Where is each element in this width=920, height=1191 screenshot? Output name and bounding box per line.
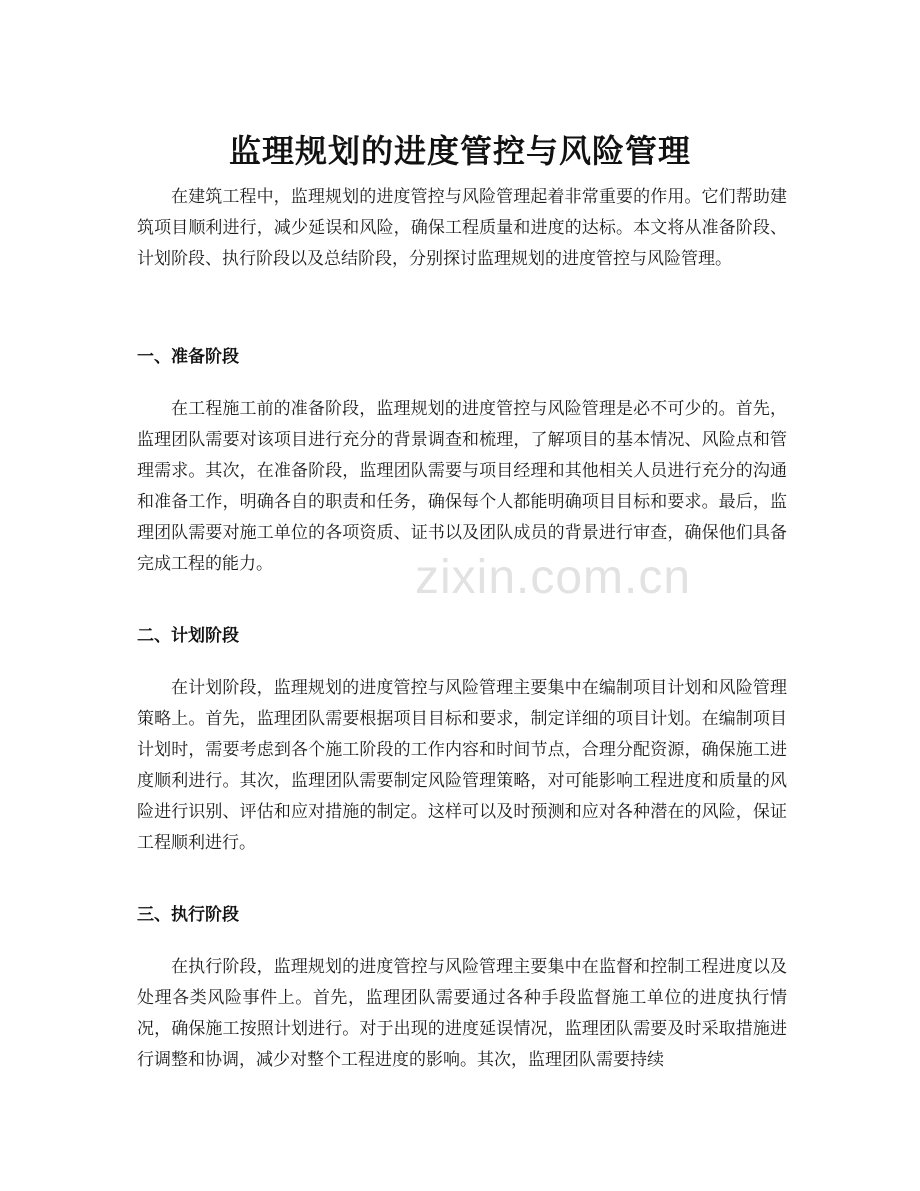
section-body-prep: 在工程施工前的准备阶段，监理规划的进度管控与风险管理是必不可少的。首先，监理团队需要对该项目进行充分的背景调查和梳理，了解项目的基本情况、风险点和管理需求。其次，在准备阶段，监理团队需要与项目经理和其他相关人员进行充分的沟通和准备工作，明确各自的职责和任务，确保每个人都能明确项目目标和要求。最后，监理团队需要对施工单位的各项资质、证书以及团队成员的背景进行审查，确保他们具备完成工程的能力。 bbox=[137, 399, 787, 574]
document-title: 监理规划的进度管控与风险管理 bbox=[228, 132, 691, 171]
section-body-exec: 在执行阶段，监理规划的进度管控与风险管理主要集中在监督和控制工程进度以及处理各类风险事件上。首先，监理团队需要通过各种手段监督施工单位的进度执行情况，确保施工按照计划进行。对于出现的进度延误情况，监理团队需要及时采取措施进行调整和协调，减少对整个工程进度的影响。其次，监理团队需要持续 bbox=[137, 957, 787, 1070]
section-heading-prep: 一、准备阶段 bbox=[137, 347, 239, 367]
section-body-plan: 在计划阶段，监理规划的进度管控与风险管理主要集中在编制项目计划和风险管理策略上。首先，监理团队需要根据项目目标和要求，制定详细的项目计划。在编制项目计划时，需要考虑到各个施工阶段的工作内容和时间节点，合理分配资源，确保施工进度顺利进行。其次，监理团队需要制定风险管理策略，对可能影响工程进度和质量的风险进行识别、评估和应对措施的制定。这样可以及时预测和应对各种潜在的风险，保证工程顺利进行。 bbox=[137, 678, 787, 853]
watermark: zixin.com.cn bbox=[415, 551, 692, 604]
intro-paragraph: 在建筑工程中，监理规划的进度管控与风险管理起着非常重要的作用。它们帮助建筑项目顺利进行，减少延误和风险，确保工程质量和进度的达标。本文将从准备阶段、计划阶段、执行阶段以及总结阶段，分别探讨监理规划的进度管控与风险管理。 bbox=[137, 187, 787, 269]
section-heading-plan: 二、计划阶段 bbox=[137, 626, 239, 646]
section-heading-exec: 三、执行阶段 bbox=[137, 905, 239, 925]
